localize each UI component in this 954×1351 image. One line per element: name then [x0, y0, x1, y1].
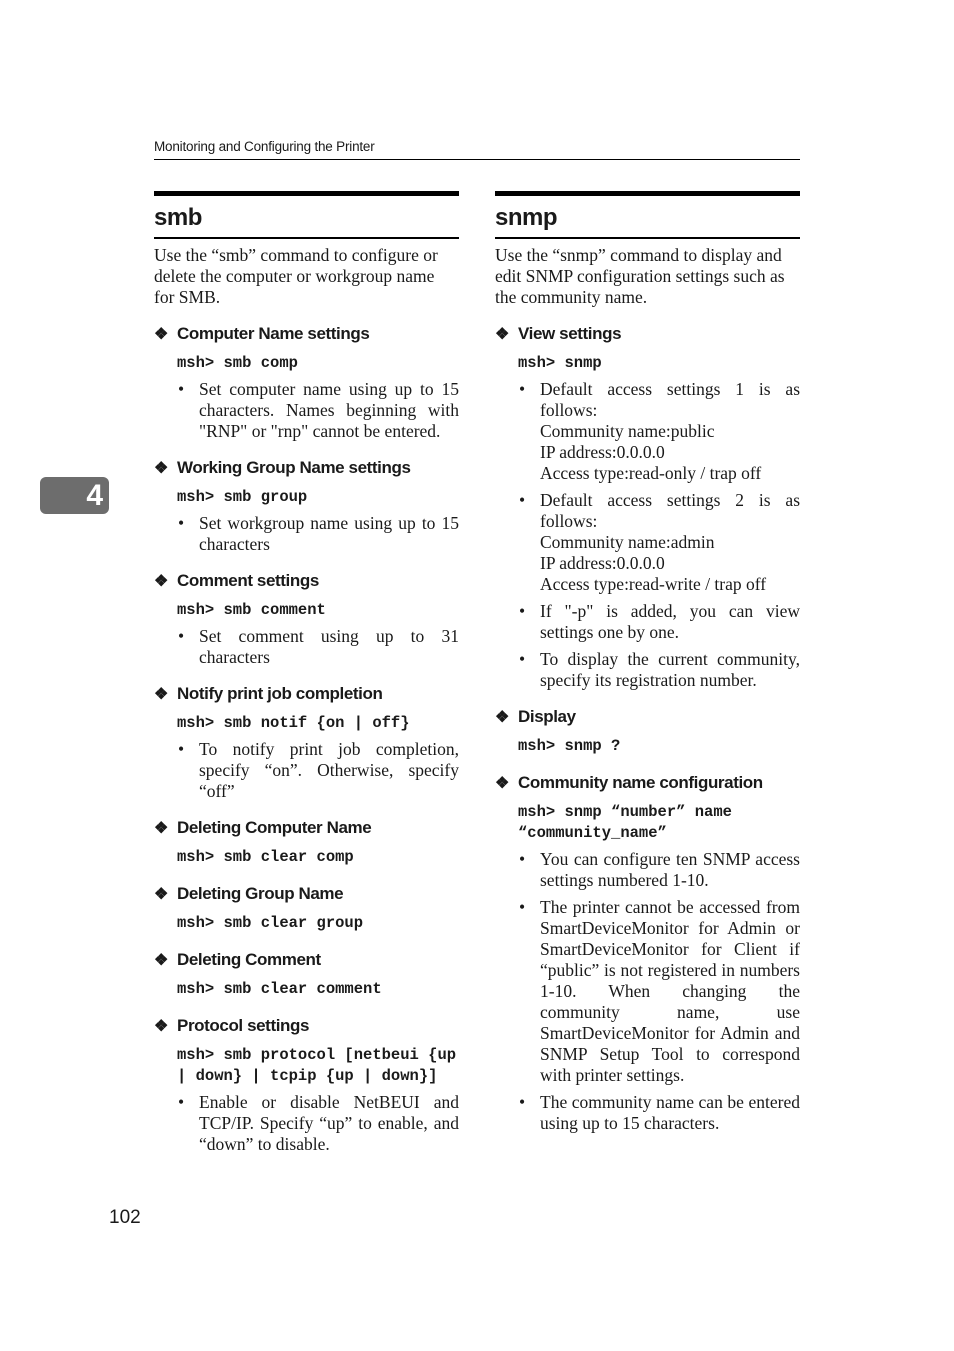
smb-title-box: [154, 191, 459, 239]
bullet-list: [154, 513, 459, 555]
command-line: msh> smb notif {on | off}: [177, 714, 410, 732]
command-line: msh> smb protocol [netbeui {up | down} | tcpip {up | down}]: [177, 1046, 466, 1085]
bullet-list: [495, 379, 800, 691]
diamond-bullet-icon: ❖: [154, 952, 168, 969]
diamond-bullet-icon: ❖: [495, 775, 509, 792]
bullet-dot-icon: •: [519, 1092, 526, 1112]
section-deleting-comment: [154, 949, 459, 1000]
bullet-list: [495, 849, 800, 1134]
section-notify-print-job-completion: [154, 683, 459, 802]
diamond-bullet-icon: ❖: [154, 460, 168, 477]
running-title: Monitoring and Configuring the Printer: [154, 139, 375, 154]
diamond-bullet-icon: ❖: [154, 686, 168, 703]
setting-line: Access type:read-write / trap off: [540, 574, 767, 594]
section-heading: Notify print job completion: [177, 684, 383, 703]
bullet-dot-icon: •: [178, 739, 185, 759]
smb-title: smb: [154, 204, 202, 231]
section-deleting-computer-name: [154, 817, 459, 868]
snmp-title: snmp: [495, 204, 558, 231]
diamond-bullet-icon: ❖: [154, 886, 168, 903]
snmp-column: [495, 191, 800, 1140]
list-item: • Set computer name using up to 15 characters. Names beginning with "RNP" or "rnp" cannot be entered.: [178, 379, 459, 441]
diamond-bullet-icon: ❖: [154, 820, 168, 837]
bullet-dot-icon: •: [519, 379, 526, 399]
header-divider: [154, 159, 800, 160]
list-item: • To notify print job completion, specify “on”. Otherwise, specify “off”: [178, 739, 459, 801]
smb-intro: Use the “smb” command to configure or delete the computer or workgroup name for SMB.: [154, 245, 438, 307]
bullet-list: [154, 379, 459, 442]
setting-line: Community name:public: [540, 421, 715, 441]
setting-line: IP address:0.0.0.0: [540, 442, 665, 462]
list-item: • Set comment using up to 31 characters: [178, 626, 459, 667]
section-heading: Comment settings: [177, 571, 319, 590]
list-item: • You can configure ten SNMP access settings numbered 1-10.: [519, 849, 800, 890]
section-heading: Protocol settings: [177, 1016, 310, 1035]
setting-line: Access type:read-only / trap off: [540, 463, 762, 483]
bullet-list: [154, 1092, 459, 1155]
section-comment-settings: [154, 570, 459, 668]
section-computer-name-settings: [154, 323, 459, 442]
bullet-list: [154, 739, 459, 802]
list-item: • If "-p" is added, you can view settings one by one.: [519, 601, 800, 642]
bullet-dot-icon: •: [178, 626, 185, 646]
list-item: • Default access settings 1 is as follows: Community name:public IP address:0.0.0.0 Access type:read-only / trap off: [519, 379, 800, 483]
bullet-dot-icon: •: [519, 601, 526, 621]
command-line: msh> snmp ?: [518, 737, 621, 755]
bullet-list: [154, 626, 459, 668]
page-number: 102: [109, 1207, 141, 1228]
diamond-bullet-icon: ❖: [154, 1018, 168, 1035]
bullet-dot-icon: •: [519, 849, 526, 869]
command-line: msh> smb comp: [177, 354, 298, 372]
section-heading: Deleting Group Name: [177, 884, 344, 903]
section-deleting-group-name: [154, 883, 459, 934]
diamond-bullet-icon: ❖: [495, 326, 509, 343]
bullet-dot-icon: •: [178, 513, 185, 533]
diamond-bullet-icon: ❖: [154, 573, 168, 590]
section-display: [495, 706, 800, 757]
section-working-group-name-settings: [154, 457, 459, 555]
diamond-bullet-icon: ❖: [495, 709, 509, 726]
bullet-dot-icon: •: [519, 490, 526, 510]
section-protocol-settings: [154, 1015, 466, 1155]
bullet-dot-icon: •: [519, 649, 526, 669]
list-item: • To display the current community, specify its registration number.: [519, 649, 800, 690]
diamond-bullet-icon: ❖: [154, 326, 168, 343]
command-line: msh> smb clear group: [177, 914, 364, 932]
section-community-name-configuration: [495, 772, 800, 1134]
snmp-intro: Use the “snmp” command to display and edit SNMP configuration settings such as the community name.: [495, 245, 785, 307]
list-item: • Default access settings 2 is as follows: Community name:admin IP address:0.0.0.0 Access type:read-write / trap off: [519, 490, 800, 594]
setting-line: IP address:0.0.0.0: [540, 553, 665, 573]
section-heading: Deleting Comment: [177, 950, 321, 969]
smb-column: [154, 191, 466, 1161]
chapter-tab: 4: [40, 477, 109, 514]
command-line: msh> smb clear comment: [177, 980, 382, 998]
list-item: • Enable or disable NetBEUI and TCP/IP. Specify “up” to enable, and “down” to disable.: [178, 1092, 459, 1154]
list-item: • Set workgroup name using up to 15 characters: [178, 513, 459, 554]
setting-line: Community name:admin: [540, 532, 715, 552]
section-heading: Working Group Name settings: [177, 458, 411, 477]
section-heading: View settings: [518, 324, 622, 343]
bullet-dot-icon: •: [519, 897, 526, 917]
command-line: msh> snmp: [518, 354, 602, 372]
command-line: msh> smb clear comp: [177, 848, 354, 866]
snmp-title-box: [495, 191, 800, 239]
section-heading: Community name configuration: [518, 773, 763, 792]
list-item: • The printer cannot be accessed from SmartDeviceMonitor for Admin or SmartDeviceMonitor for Client if “public” is not registered in numbers 1-10. When changing the community name, use SmartDeviceMonitor for Admin and SNMP Setup Tool to correspond with printer settings.: [519, 897, 800, 1085]
section-heading: Display: [518, 707, 576, 726]
section-heading: Deleting Computer Name: [177, 818, 372, 837]
bullet-dot-icon: •: [178, 1092, 185, 1112]
section-heading: Computer Name settings: [177, 324, 370, 343]
bullet-dot-icon: •: [178, 379, 185, 399]
list-item: • The community name can be entered using up to 15 characters.: [519, 1092, 800, 1133]
section-view-settings: [495, 323, 800, 691]
command-line: msh> smb group: [177, 488, 308, 506]
command-line: msh> smb comment: [177, 601, 326, 619]
command-line: msh> snmp “number” name “community_name”: [518, 803, 742, 842]
